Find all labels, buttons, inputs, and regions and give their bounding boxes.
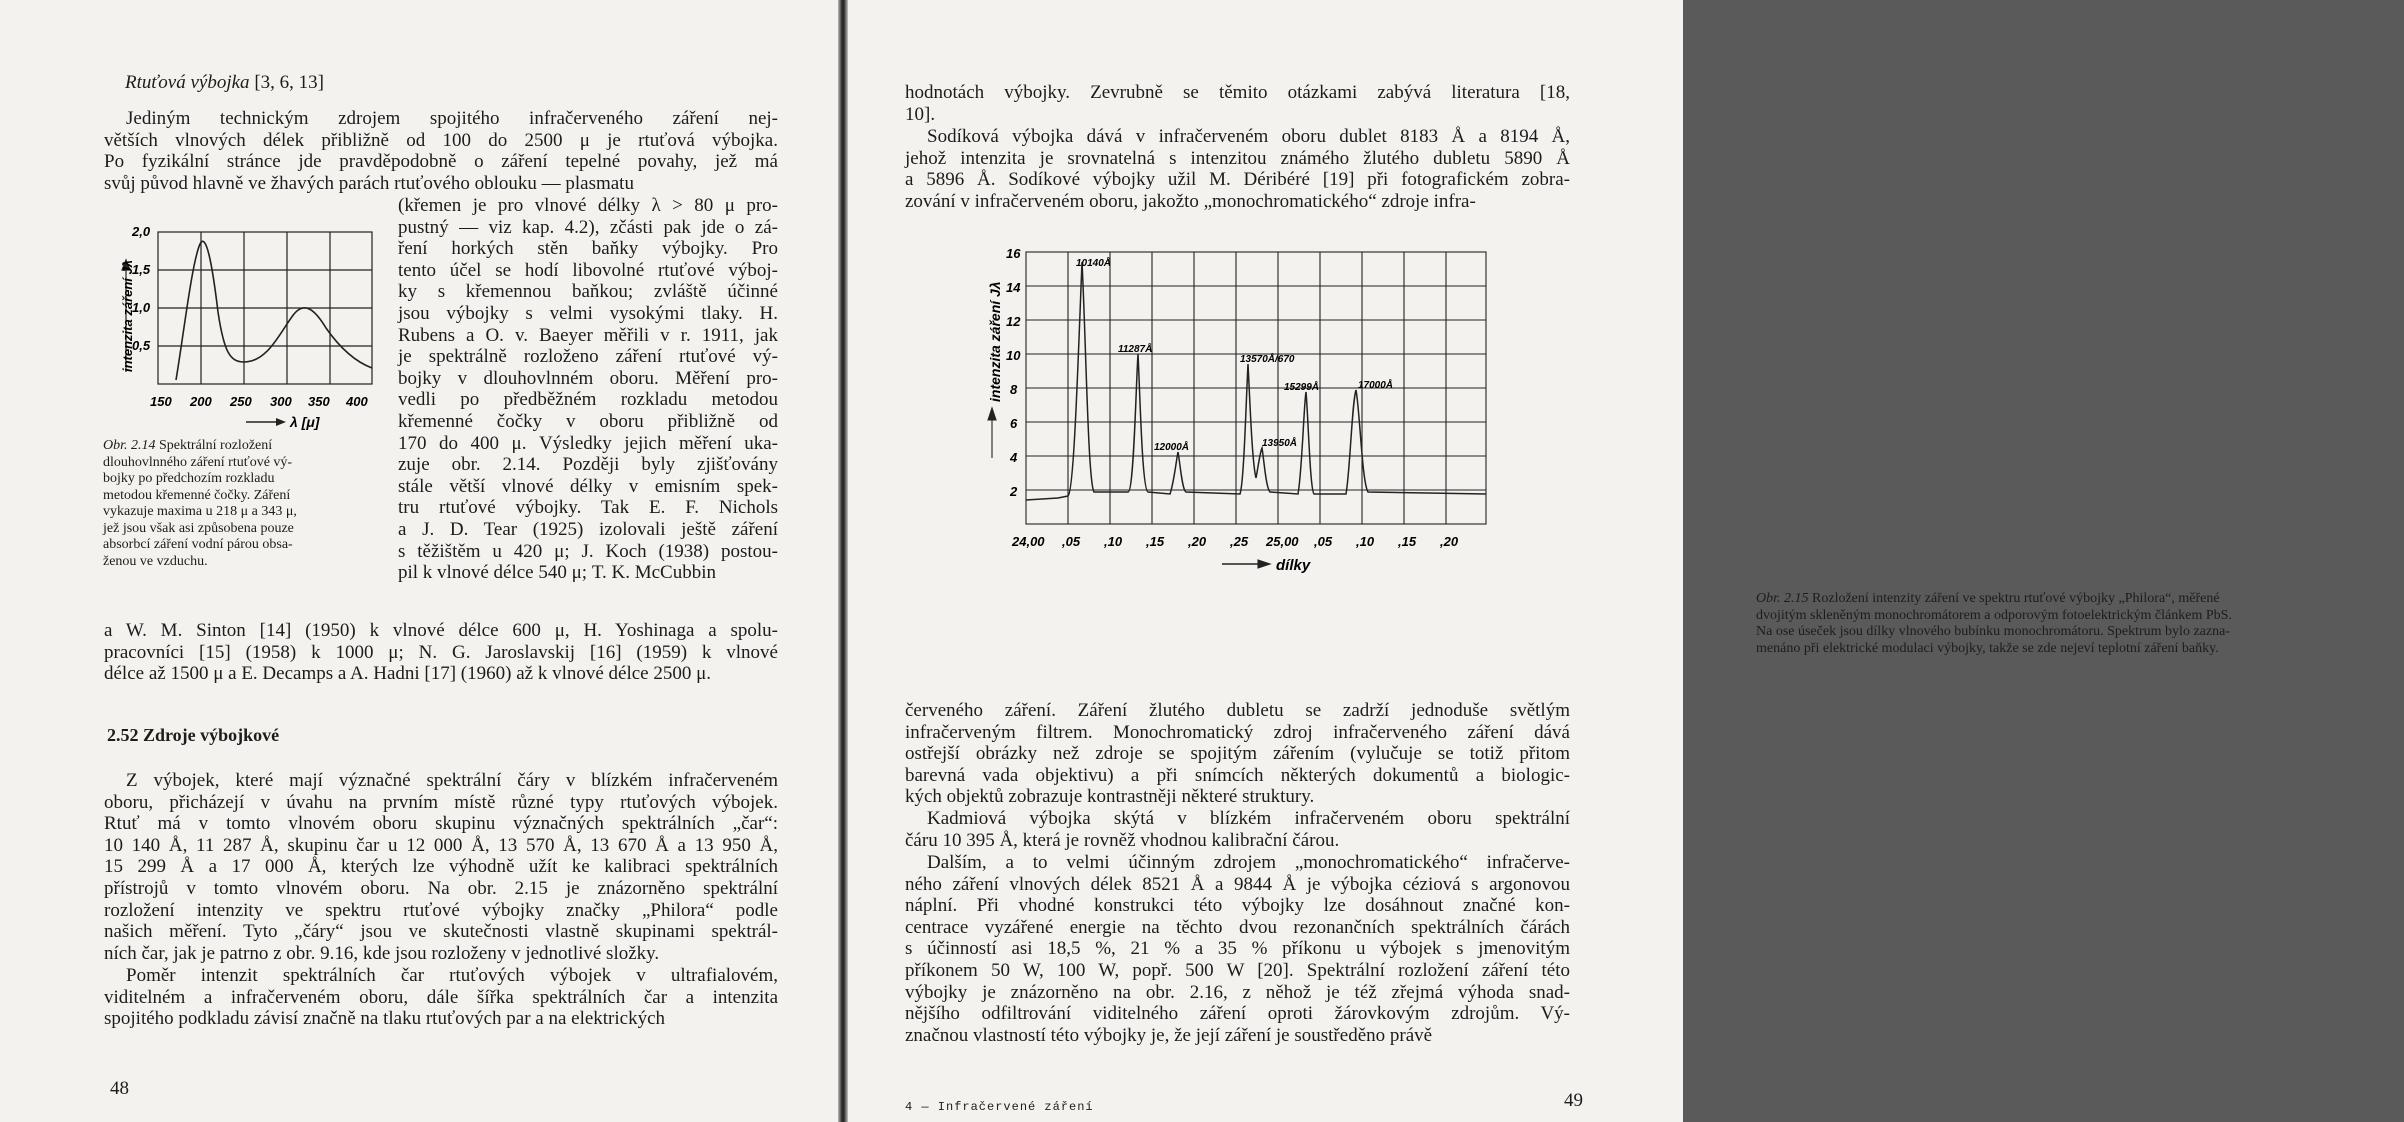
peak-label: 12000Å xyxy=(1154,442,1190,453)
text-line: nějšího odfiltrování viditelného záření oproti žárovkovým zdrojům. Vý- xyxy=(905,1003,1570,1025)
para-top-right xyxy=(905,82,1570,125)
text-line: a W. M. Sinton [14] (1950) k vlnové délce 600 μ, H. Yoshinaga a spolu- xyxy=(104,620,778,641)
page-footer: 4 — Infračervené záření xyxy=(905,1100,1094,1114)
spectrum-trace xyxy=(1026,262,1486,500)
x-tick: 25,00 xyxy=(1266,534,1299,549)
text-line: s účinností asi 18,5 %, 21 % a 35 % příkonu u výbojek s jmenovitým xyxy=(905,938,1570,960)
text-line: ních čar, jak je patrno z obr. 9.16, kde jsou rozloženy v jednotlivé složky. xyxy=(104,942,660,964)
text-line: značnou vlastností této výbojky je, že její záření je soustředěno právě xyxy=(905,1024,1433,1046)
text-line: Kadmiová výbojka skýtá v blízkém infračerveném oboru spektrální xyxy=(927,808,1570,829)
text-line: bojky v dlouhovlnném oboru. Měření pro- xyxy=(398,367,778,389)
page-number-right: 49 xyxy=(1564,1090,1583,1111)
caption-line: ženou ve vzduchu. xyxy=(103,553,208,569)
text-line: tru rtuťové výbojky. Tak E. F. Nichols xyxy=(398,497,778,519)
figure-2-14 xyxy=(118,222,378,432)
text-line: kých objektů zobrazuje kontrastněji některé struktury. xyxy=(905,786,1315,808)
text-line: délce až 1500 μ a E. Decamps a A. Hadni [17] (1960) až k vlnové délce 2500 μ. xyxy=(104,663,712,685)
text-line: Z výbojek, které mají význačné spektrální čáry v blízkém infračerveném xyxy=(126,770,778,791)
book-gutter xyxy=(838,0,848,1122)
x-tick: ,05 xyxy=(1062,534,1081,549)
x-tick: 400 xyxy=(346,394,368,409)
text-line: tento účel se hodí libovolné rtuťové výboj- xyxy=(398,259,778,281)
y-tick: 1,0 xyxy=(132,300,151,315)
caption-body xyxy=(103,438,297,569)
caption-line: absorbcí záření vodní párou obsa- xyxy=(103,537,293,552)
left-page xyxy=(0,0,838,1122)
caption-line: metodou křemenné čočky. Záření xyxy=(103,487,291,503)
text-line: pracovníci [15] (1958) k 1000 μ; N. G. Jaroslavskij [16] (1959) k vlnové xyxy=(104,641,778,663)
x-tick: ,15 xyxy=(1146,534,1165,549)
y-tick: 6 xyxy=(1010,416,1018,431)
text-line: Rubens a O. v. Baeyer měřili v r. 1911, jak xyxy=(398,324,778,346)
text-line: Rtuť má v tomto vlnovém oboru skupinu význačných spektrálních „čar“: xyxy=(104,813,778,835)
text-line: větších vlnových délek přibližně od 100 do 2500 μ je rtuťová výbojka. xyxy=(104,129,778,151)
y-tick: 4 xyxy=(1010,450,1018,465)
text-line: je spektrálně rozloženo záření rtuťové vý- xyxy=(398,346,778,368)
text-line: jehož intenzita je srovnatelná s intenzitou známého žlutého dubletu 5890 Å xyxy=(905,147,1570,169)
text-line: stále větší vlnové délky v emisním spek- xyxy=(398,475,778,497)
peak-label: 10140Å xyxy=(1076,258,1112,269)
text-line: 10 140 Å, 11 287 Å, skupinu čar u 12 000 Å, 13 570 Å, 13 670 Å a 13 950 Å, xyxy=(104,834,778,856)
y-tick: 0,5 xyxy=(132,338,151,353)
para-bottom xyxy=(104,620,778,685)
spectrum-curve xyxy=(176,241,372,380)
text-line: (křemen je pro vlnové délky λ > 80 μ pro- xyxy=(398,195,778,216)
x-axis-label: λ [μ] xyxy=(290,414,320,430)
text-line: Sodíková výbojka dává v infračerveném oboru dublet 8183 Å a 8194 Å, xyxy=(927,126,1570,147)
text-line: ného záření vlnových délek 8521 Å a 9844 Å je výbojka céziová s argonovou xyxy=(905,873,1570,895)
text-line: Poměr intenzit spektrálních čar rtuťových výbojek v ultrafialovém, xyxy=(126,965,778,986)
text-line: spojitého podkladu závisí značně na tlaku rtuťových par a na elektrických xyxy=(104,1008,666,1030)
y-tick: 2,0 xyxy=(132,224,151,239)
text-line: zování v infračerveném oboru, jakožto „monochromatického“ zdroje infra- xyxy=(905,190,1476,212)
peak-label: 15299Å xyxy=(1284,382,1320,393)
text-line: Jediným technickým zdrojem spojitého infračerveného záření nej- xyxy=(126,108,778,129)
y-tick: 16 xyxy=(1006,246,1021,261)
text-line: čáru 10 395 Å, která je rovněž vhodnou kalibrační čárou. xyxy=(905,829,1340,851)
text-line: oboru, přicházejí v úvahu na prvním místě různé typy rtuťových výbojek. xyxy=(104,791,778,813)
y-tick: 14 xyxy=(1006,280,1021,295)
text-line: Po fyzikální stránce jde pravděpodobně o záření tepelné povahy, jež má xyxy=(104,151,778,173)
caption-line: dvojitým skleněným monochromátorem a odporovým fotoelektrickým článkem PbS. xyxy=(1756,607,2232,623)
text-line: pil k vlnové délce 540 μ; T. K. McCubbin xyxy=(398,562,717,584)
para-top xyxy=(104,108,778,194)
text-line: našich měření. Tyto „čáry“ jsou ve skutečnosti vlastně skupinami spektrál- xyxy=(104,921,778,943)
right-page xyxy=(848,0,2232,1122)
text-line: hodnotách výbojky. Zevrubně se těmito otázkami zabývá literatura [18, xyxy=(905,82,1570,103)
para-side xyxy=(398,195,778,584)
x-tick: 24,00 xyxy=(1012,534,1045,549)
text-line: ky s křemennou baňkou; zvláště účinné xyxy=(398,281,778,303)
subheading-mercury-lamp: Rtuťová výbojka [3, 6, 13] xyxy=(125,72,324,93)
text-line: příkonem 50 W, 100 W, popř. 500 W [20]. Spektrální rozložení záření této xyxy=(905,959,1570,981)
text-line: 15 299 Å a 17 000 Å, kterých lze výhodně užít ke kalibraci spektrálních xyxy=(104,856,778,878)
x-tick: ,10 xyxy=(1104,534,1123,549)
peak-label: 13950Å xyxy=(1262,438,1298,449)
text-line: viditelném a infračerveném oboru, dále šířka spektrálních čar a intenzita xyxy=(104,986,778,1008)
caption-line: Spektrální rozložení xyxy=(159,438,273,453)
caption-line: menáno při elektrické modulaci výbojky, takže se zde nejeví teplotní záření baňky. xyxy=(1756,640,2219,656)
text-line: vedli po předběžném rozkladu metodou xyxy=(398,389,778,411)
text-line: s těžištěm u 420 μ; J. Koch (1938) postou- xyxy=(398,540,778,562)
peak-label: 13570Å/670 xyxy=(1240,354,1295,365)
x-tick: ,20 xyxy=(1440,534,1459,549)
y-axis-label: intenzita záření Jλ xyxy=(987,281,1003,402)
figure-2-15 xyxy=(978,242,1508,587)
text-line: barevná vada objektivu) a při snímcích některých dokumentů a biologic- xyxy=(905,764,1570,786)
text-line: náplní. Při vhodné konstrukci této výbojky lze dosáhnout značné kon- xyxy=(905,895,1570,917)
caption-line: bojky po předchozím rozkladu xyxy=(103,471,275,486)
x-tick: 250 xyxy=(230,394,252,409)
section-heading: 2.52 Zdroje výbojkové xyxy=(107,725,280,745)
x-tick: 350 xyxy=(308,394,330,409)
x-tick: 200 xyxy=(190,394,212,409)
caption-line: Rozložení intenzity záření ve spektru rtuťové výbojky „Philora“, měřené xyxy=(1812,591,2220,606)
para-cadmium xyxy=(905,808,1570,851)
text-line: přístrojů v tomto vlnovém oboru. Na obr. 2.15 je znázorněno spektrální xyxy=(104,877,778,899)
text-line: a J. D. Tear (1925) izolovali ještě záření xyxy=(398,518,778,540)
text-line: svůj původ hlavně ve žhavých parách rtuťového oblouku — plasmatu xyxy=(104,172,634,194)
caption-body xyxy=(1756,591,2232,656)
text-line: červeného záření. Záření žlutého dubletu se zadrží jednoduše světlým xyxy=(905,700,1570,721)
grid-horizontal xyxy=(1026,286,1486,490)
page-number-left: 48 xyxy=(110,1078,129,1099)
text-line: Dalším, a to velmi účinným zdrojem „monochromatického“ infračerve- xyxy=(927,852,1570,873)
x-tick: ,20 xyxy=(1188,534,1207,549)
text-line: ření horkých stěn baňky výbojky. Pro xyxy=(398,238,778,260)
y-tick: 10 xyxy=(1006,348,1021,363)
y-tick: 8 xyxy=(1010,382,1018,397)
text-line: a 5896 Å. Sodíkové výbojky užil M. Déribéré [19] při fotografickém zobra- xyxy=(905,169,1570,191)
text-line: jsou výbojky s velmi vysokými tlaky. H. xyxy=(398,302,778,324)
x-tick: ,05 xyxy=(1314,534,1333,549)
text-line: rozložení intenzity ve spektru rtuťové výbojky značky „Philora“ podle xyxy=(104,899,778,921)
text-line: ostřejší obrázky než zdroje se spojitým zářením (vylučuje se totiž přitom xyxy=(905,743,1570,765)
y-tick: 1,5 xyxy=(132,262,151,277)
section-paragraph-1 xyxy=(104,770,778,964)
text-line: výbojky je znázorněno na obr. 2.16, z něhož je též zřejmá výhoda snad- xyxy=(905,981,1570,1003)
text-line: 10]. xyxy=(905,103,936,125)
y-tick: 2 xyxy=(1010,484,1018,499)
caption-line: vykazuje maxima u 218 μ a 343 μ, xyxy=(103,504,297,519)
text-line: pustný — viz kap. 4.2), zčásti pak jde o zá- xyxy=(398,216,778,238)
text-line: zuje obr. 2.14. Později byly zjišťovány xyxy=(398,454,778,476)
peak-label: 17000Å xyxy=(1358,380,1394,391)
y-tick: 12 xyxy=(1006,314,1021,329)
x-tick: ,15 xyxy=(1398,534,1417,549)
text-line: křemenné čočky v oboru přibližně od xyxy=(398,410,778,432)
caption-line: jež jsou však asi způsobena pouze xyxy=(103,520,294,536)
caption-line: dlouhovlnného záření rtuťové vý- xyxy=(103,454,293,470)
caption-line: Na ose úseček jsou dílky vlnového bubínku monochromátoru. Spektrum bylo zazna- xyxy=(1756,624,2230,639)
section-paragraph-2 xyxy=(104,965,778,1030)
x-tick: 150 xyxy=(150,394,172,409)
y-axis-label: intenzita záření Jλ xyxy=(120,260,135,372)
text-line: centrace vyzářené energie na těchto dvou rezonančních spektrálních čárách xyxy=(905,916,1570,938)
peak-label: 11287Å xyxy=(1118,344,1153,355)
text-line: infračerveným filtrem. Monochromatický zdroj infračerveného záření dává xyxy=(905,721,1570,743)
caption-2-14 xyxy=(103,438,353,570)
para-cesium xyxy=(905,852,1570,1046)
x-tick: 300 xyxy=(270,394,292,409)
x-tick: ,25 xyxy=(1230,534,1249,549)
para-after-figure xyxy=(905,700,1570,808)
caption-label: Obr. 2.14 xyxy=(103,438,156,453)
para-sodium xyxy=(905,126,1570,212)
caption-label: Obr. 2.15 xyxy=(1756,591,1809,606)
x-axis-label: dílky xyxy=(1276,557,1311,574)
x-tick: ,10 xyxy=(1356,534,1375,549)
caption-2-15 xyxy=(1756,591,2404,657)
text-line: 170 do 400 μ. Výsledky jejich měření uka- xyxy=(398,432,778,454)
